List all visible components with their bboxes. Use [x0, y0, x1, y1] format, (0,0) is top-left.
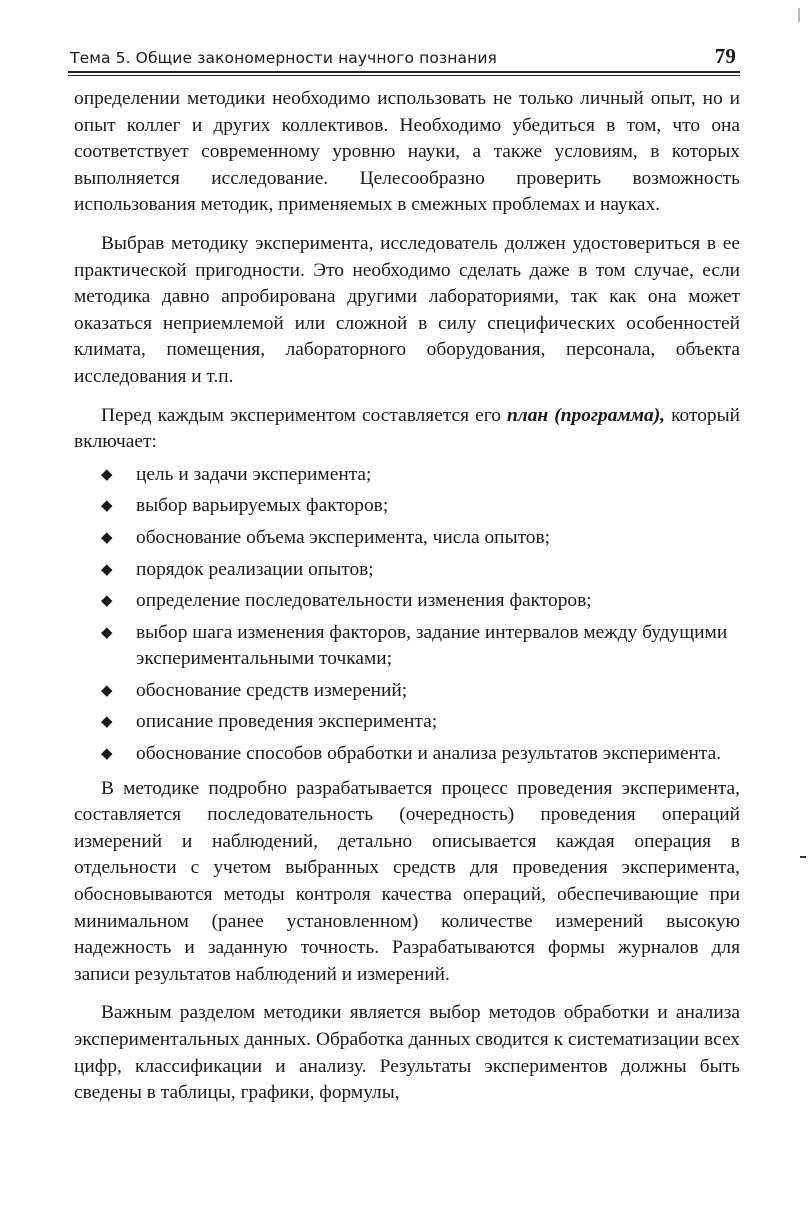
paragraph-plan-intro: [74, 403, 740, 456]
diamond-bullet-icon: ◆: [101, 593, 113, 610]
diamond-bullet-icon: ◆: [101, 624, 113, 641]
list-item-text: выбор шага изменения факторов, задание интервалов между будущими экспериментальными точками;: [136, 621, 728, 670]
diamond-bullet-icon: ◆: [101, 498, 113, 515]
chapter-title: Тема 5. Общие закономерности научного познания: [70, 49, 497, 67]
diamond-bullet-icon: ◆: [101, 529, 113, 546]
paragraph-methodology-check: Выбрав методику эксперимента, исследователь должен удостовериться в ее практической пригодности. Это необходимо сделать даже в том случае, если методика давно апробирована другими лабораториями, так как она может оказаться неприемлемой или сложной в силу специфических особенностей климата, помещения, лабораторного оборудования, персонала, объекта исследования и т.п.: [74, 232, 740, 387]
list-item-text: определение последовательности изменения факторов;: [136, 590, 592, 612]
plan-intro-text: Перед каждым экспериментом составляется его: [101, 404, 507, 426]
paragraph-data-processing: Важным разделом методики является выбор методов обработки и анализа экспериментальных данных. Обработка данных сводится к систематизации всех цифр, классификации и анализу. Результаты экспериментов должны быть сведены в таблицы, графики, формулы,: [74, 1002, 740, 1104]
page-number: 79: [714, 44, 736, 68]
list-item-text: обоснование способов обработки и анализа результатов эксперимента.: [136, 743, 722, 765]
diamond-bullet-icon: ◆: [101, 466, 113, 483]
list-item: [74, 493, 740, 520]
plan-intro-tail: который включает:: [74, 404, 740, 453]
list-item-text: порядок реализации опытов;: [136, 558, 374, 580]
list-item: [74, 741, 740, 768]
diamond-bullet-icon: ◆: [101, 561, 113, 578]
list-item-text: выбор варьируемых факторов;: [136, 495, 389, 517]
header-rule-thin: [68, 75, 740, 76]
diamond-bullet-icon: ◆: [101, 746, 113, 763]
list-item: [74, 462, 740, 489]
paragraph-procedure: В методике подробно разрабатывается процесс проведения эксперимента, составляется последовательность (очередность) проведения операций измерений и наблюдений, детально описывается каждая операция в отдельности с учетом выбранных средств для проведения эксперимента, обосновываются методы контроля качества операций, обеспечивающие при минимальном (ранее установленном) количестве измерений высокую надежность и заданную точность. Разрабатываются формы журналов для записи результатов наблюдений и измерений.: [74, 777, 740, 985]
diamond-bullet-icon: ◆: [101, 682, 113, 699]
running-head: [70, 46, 738, 72]
list-item-text: обоснование средств измерений;: [136, 679, 408, 701]
plan-list: [74, 462, 740, 768]
header-rule: [68, 71, 740, 73]
paragraph-continuation: определении методики необходимо использовать не только личный опыт, но и опыт коллег и других коллективов. Необходимо убедиться в том, что она соответствует современному уровню науки, а также условиям, в которых выполняется исследование. Целесообразно проверить возможность использования методик, применяемых в смежных проблемах и науках.: [74, 88, 740, 216]
scan-mark: [798, 8, 800, 22]
list-item: [74, 620, 740, 673]
list-item: [74, 709, 740, 736]
list-item-text: цель и задачи эксперимента;: [136, 463, 372, 485]
list-item: [74, 557, 740, 584]
margin-tick: [800, 856, 806, 858]
list-item-text: описание проведения эксперимента;: [136, 711, 438, 733]
diamond-bullet-icon: ◆: [101, 714, 113, 731]
page-body: [74, 86, 740, 1119]
list-item: [74, 678, 740, 705]
list-item: [74, 525, 740, 552]
list-item: [74, 588, 740, 615]
list-item-text: обоснование объема эксперимента, числа опытов;: [136, 526, 551, 548]
plan-emphasis: план (программа),: [507, 404, 666, 426]
